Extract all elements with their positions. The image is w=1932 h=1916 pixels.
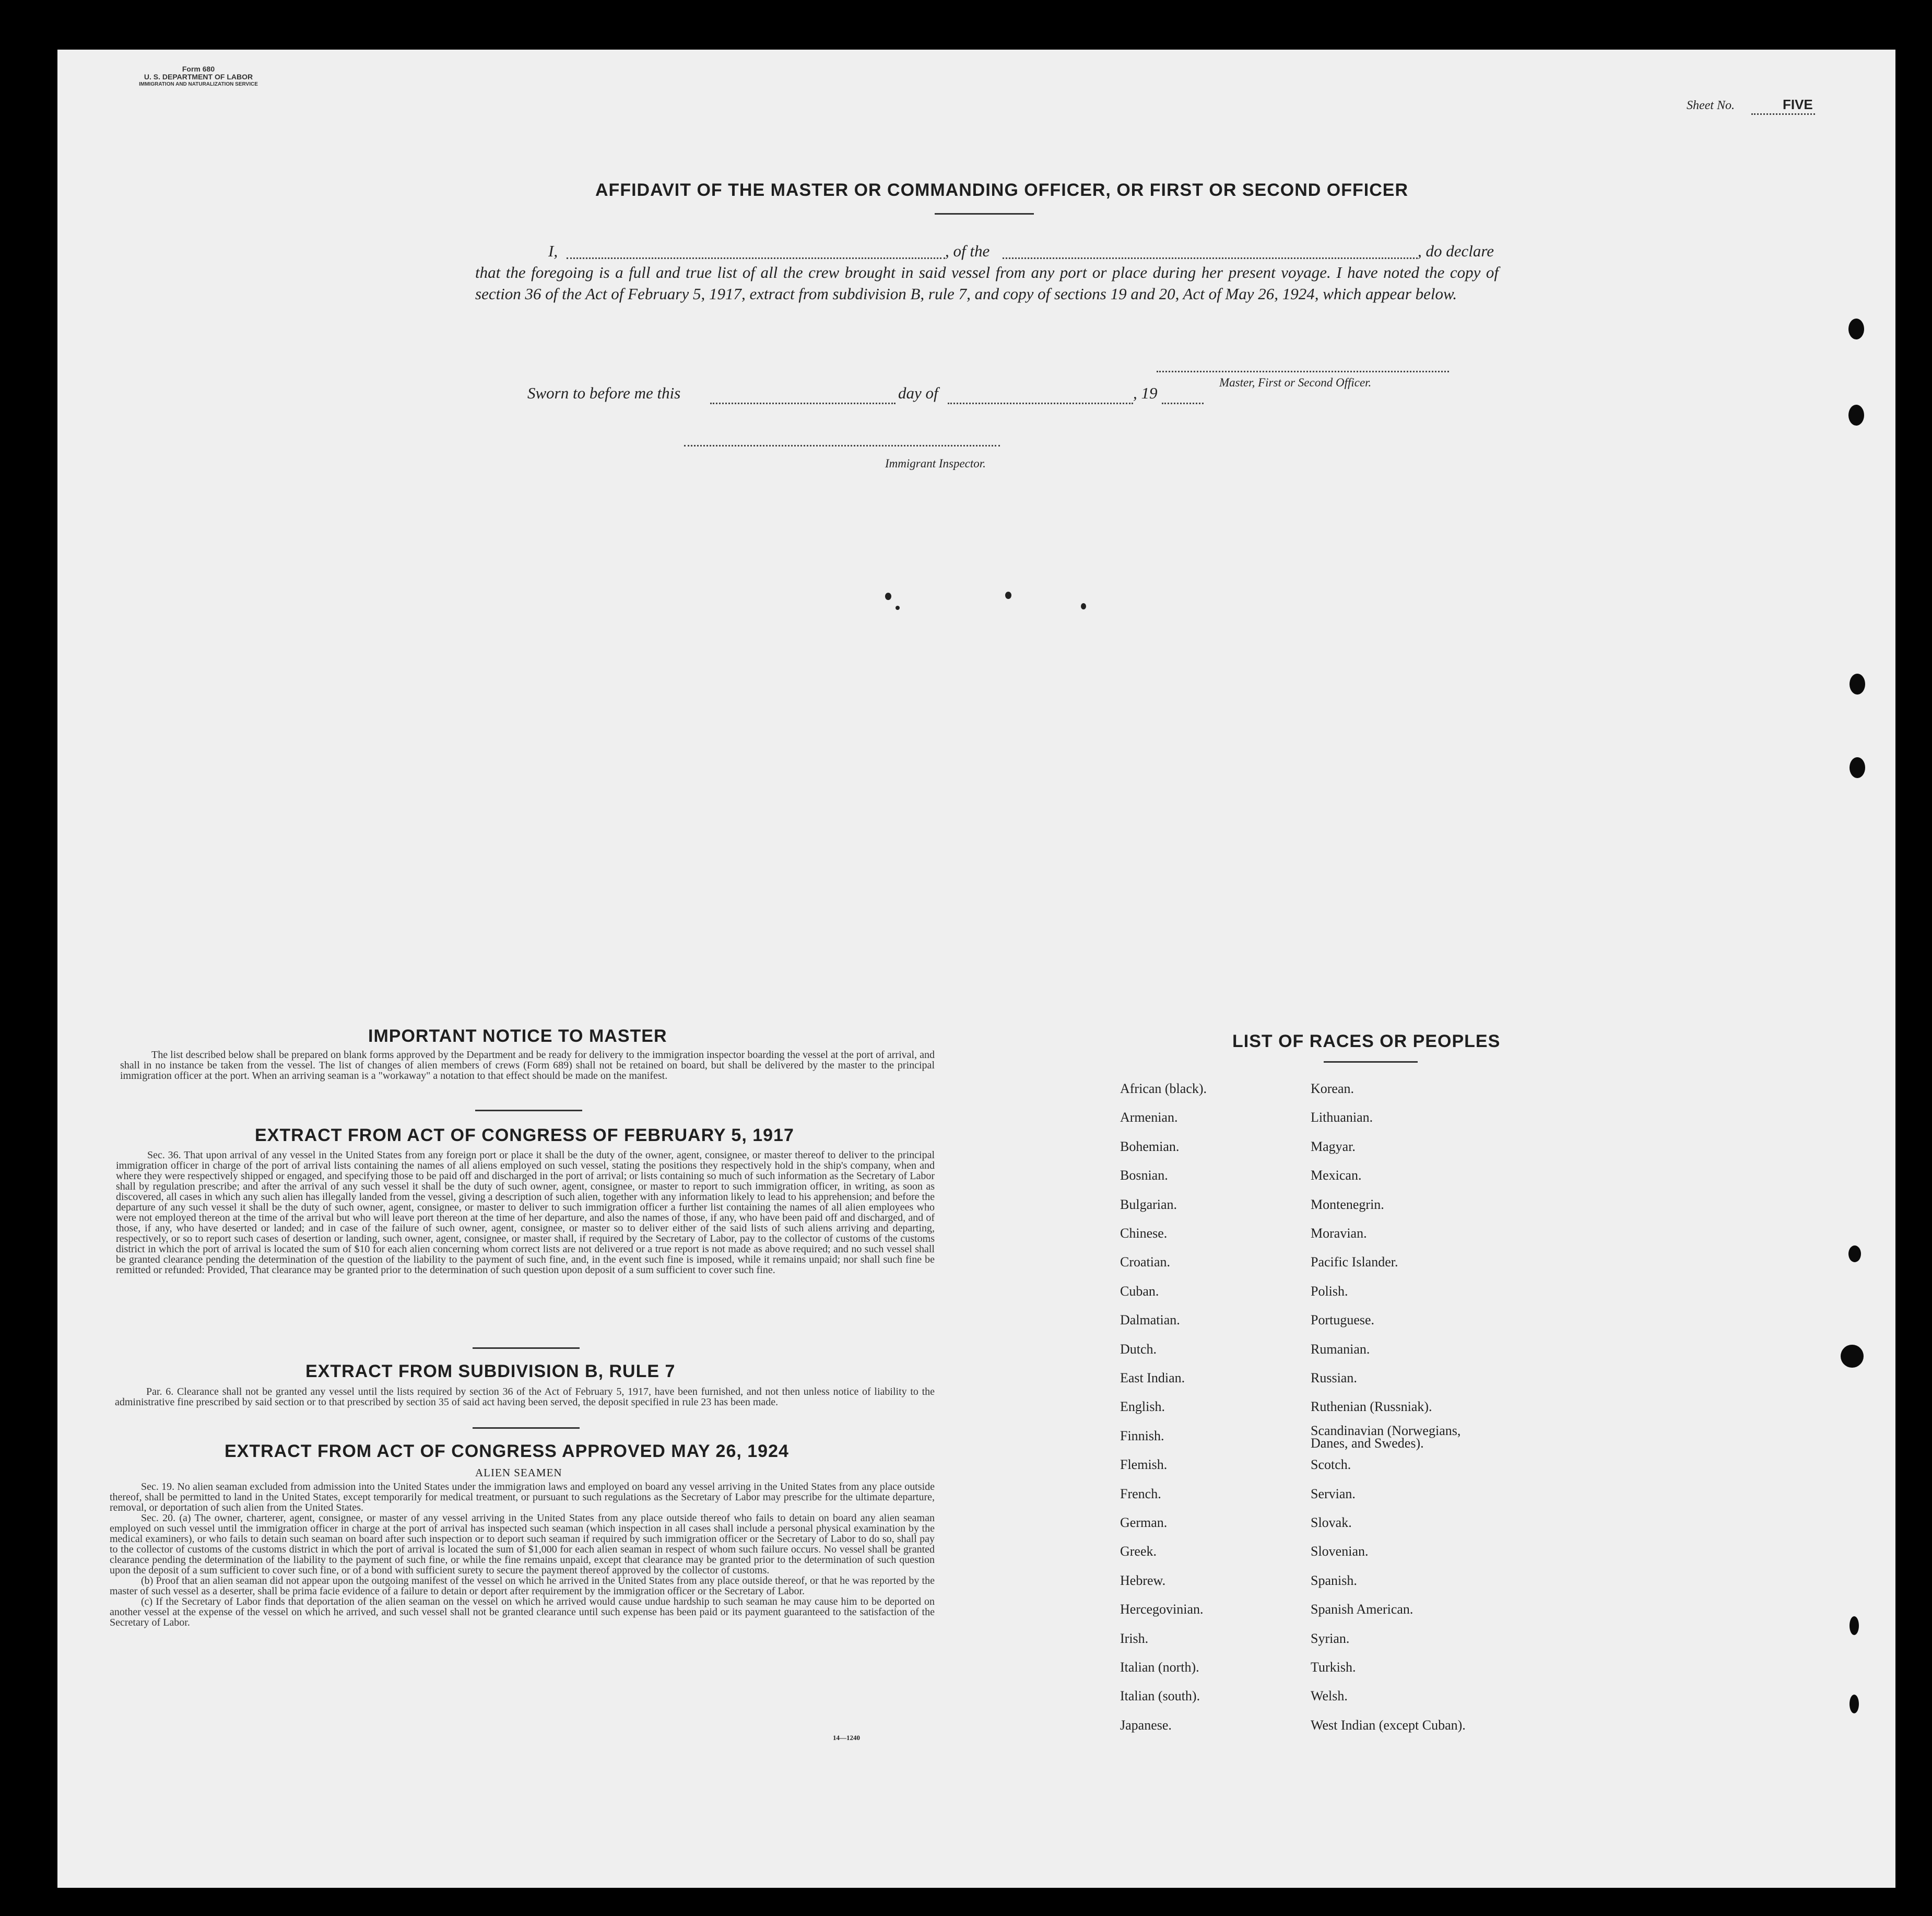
extract-1924-subtitle: ALIEN SEAMEN	[475, 1466, 562, 1479]
affidavit-i: I,	[548, 242, 558, 260]
affidavit-declaration	[475, 240, 1499, 304]
races-title: LIST OF RACES OR PEOPLES	[1232, 1031, 1501, 1051]
ink-speck	[1081, 603, 1086, 609]
race-item: Dutch.	[1120, 1341, 1157, 1357]
rule7-rule	[473, 1427, 580, 1429]
race-item: Hebrew.	[1120, 1572, 1166, 1588]
affidavit-of-the: , of the	[945, 242, 990, 260]
race-item: Italian (north).	[1120, 1660, 1199, 1675]
race-item: Pacific Islander.	[1311, 1254, 1398, 1270]
race-item: Mexican.	[1311, 1168, 1362, 1183]
race-item: Scandinavian (Norwegians, Danes, and Swedes).	[1311, 1423, 1461, 1451]
sheet-number	[1687, 97, 1815, 113]
sec20c-text: (c) If the Secretary of Labor finds that deportation of the alien seaman on the vessel on which he arrived would cause undue hardship to such seaman he may cause him to be deported on another vessel at the expense of the vessel on which he arrived, and such vessel shall not be granted clearance until such expense has been paid or its payment guaranteed to the satisfaction of the Secretary of Labor.	[110, 1596, 935, 1628]
print-code: 14—1240	[833, 1734, 860, 1742]
race-item: Flemish.	[1120, 1457, 1168, 1473]
form-header	[120, 65, 277, 87]
punch-hole	[1848, 1245, 1861, 1262]
service-name: IMMIGRATION AND NATURALIZATION SERVICE	[139, 81, 258, 87]
year-prefix: , 19	[1133, 384, 1158, 402]
rule7-title: EXTRACT FROM SUBDIVISION B, RULE 7	[305, 1361, 676, 1381]
race-item: Armenian.	[1120, 1110, 1178, 1125]
race-item: Portuguese.	[1311, 1312, 1375, 1328]
race-item: Korean.	[1311, 1081, 1354, 1096]
form-number: Form 680	[182, 65, 215, 73]
extract-1917-rule	[473, 1347, 580, 1349]
race-item: East Indian.	[1120, 1370, 1185, 1385]
race-item: Spanish.	[1311, 1572, 1357, 1588]
officer-signature-line	[1157, 371, 1449, 372]
inspector-signature-line	[684, 445, 1000, 446]
notice-rule	[475, 1110, 582, 1111]
punch-hole	[1848, 405, 1864, 426]
sheet-value: FIVE	[1751, 97, 1815, 115]
officer-label: Master, First or Second Officer.	[1219, 376, 1372, 389]
extract-1924-text	[110, 1482, 935, 1628]
punch-hole	[1848, 319, 1864, 339]
day-of-text: day of	[898, 384, 938, 402]
ink-speck	[885, 593, 891, 600]
race-item: Irish.	[1120, 1630, 1149, 1646]
races-rule	[1324, 1061, 1418, 1063]
affidavit-title-rule	[935, 213, 1034, 215]
sworn-day-blank	[710, 403, 896, 404]
affidavit-title: AFFIDAVIT OF THE MASTER OR COMMANDING OFFICER, OR FIRST OR SECOND OFFICER	[595, 180, 1408, 200]
race-item: German.	[1120, 1515, 1168, 1530]
race-item: Ruthenian (Russniak).	[1311, 1399, 1432, 1415]
race-item: English.	[1120, 1399, 1165, 1415]
race-item: Montenegrin.	[1311, 1196, 1384, 1212]
race-item: Bohemian.	[1120, 1138, 1180, 1154]
extract-1917-title: EXTRACT FROM ACT OF CONGRESS OF FEBRUARY 5, 1917	[255, 1125, 794, 1145]
race-item: Hercegovinian.	[1120, 1602, 1204, 1617]
inspector-label: Immigrant Inspector.	[885, 457, 986, 470]
race-item: Slovenian.	[1311, 1544, 1369, 1559]
department-name: U. S. DEPARTMENT OF LABOR	[144, 73, 253, 81]
race-item: Servian.	[1311, 1486, 1356, 1501]
sec20b-text: (b) Proof that an alien seaman did not appear upon the outgoing manifest of the vessel on which he arrived in the United States from any place outside thereof, or that he was reported by the master of such vessel as a deserter, shall be prima facie evidence of a failure to detain or deport after requirement by the immigration officer or the Secretary of Labor.	[110, 1575, 935, 1597]
affidavit-do-declare: , do declare	[1418, 242, 1494, 260]
race-item: Russian.	[1311, 1370, 1357, 1385]
ink-speck	[896, 606, 900, 610]
race-item: French.	[1120, 1486, 1161, 1501]
race-item: Lithuanian.	[1311, 1110, 1373, 1125]
race-item: Spanish American.	[1311, 1602, 1413, 1617]
race-item: Moravian.	[1311, 1226, 1367, 1241]
punch-hole	[1849, 1616, 1859, 1635]
race-item: Bulgarian.	[1120, 1196, 1177, 1212]
race-item: Bosnian.	[1120, 1168, 1168, 1183]
race-item: African (black).	[1120, 1081, 1207, 1096]
race-item: Cuban.	[1120, 1283, 1159, 1299]
name-blank	[567, 257, 945, 259]
punch-hole	[1849, 757, 1865, 778]
race-item: Welsh.	[1311, 1688, 1348, 1704]
notice-title: IMPORTANT NOTICE TO MASTER	[368, 1026, 667, 1046]
affidavit-body: that the foregoing is a full and true list of all the crew brought in said vessel from any port or place during her present voyage. I have noted the copy of section 36 of the Act of February 5, 1917, extract from subdivision B, rule 7, and copy of sections 19 and 20, Act of May 26, 1924, which appear below.	[475, 263, 1499, 303]
race-item: Dalmatian.	[1120, 1312, 1180, 1328]
sworn-text: Sworn to before me this	[527, 384, 681, 402]
document-page	[57, 50, 1895, 1888]
sworn-month-blank	[948, 403, 1133, 404]
race-item: Syrian.	[1311, 1630, 1350, 1646]
ink-speck	[1005, 592, 1011, 599]
race-item: Finnish.	[1120, 1428, 1164, 1443]
race-item: Polish.	[1311, 1283, 1348, 1299]
punch-hole	[1841, 1345, 1864, 1368]
race-item: Magyar.	[1311, 1138, 1356, 1154]
extract-1924-title: EXTRACT FROM ACT OF CONGRESS APPROVED MAY 26, 1924	[225, 1441, 789, 1461]
sec20a-text: Sec. 20. (a) The owner, charterer, agent, consignee, or master of any vessel arriving in the United States from any place outside thereof who fails to detain on board any alien seaman employed on such vessel until the immigration officer in charge at the port of arrival has inspected such seaman (which inspection in all cases shall include a personal physical examination by the medical examiners), or who fails to detain such seaman on board after such inspection or to deport such seaman if required by such immigration officer or the Secretary of Labor to do so, shall pay to the collector of customs of the customs district in which the port of arrival is located the sum of $1,000 for each alien seaman in respect of whom such failure occurs. No vessel shall be granted clearance pending the determination of the liability to the payment of such fine, or while the fine remains unpaid, except that clearance may be granted prior to the determination of such question upon the deposit of a sum sufficient to cover such fine, or of a bond with sufficient surety to secure the payment thereof approved by the collector of customs.	[110, 1512, 935, 1576]
race-item: Croatian.	[1120, 1254, 1171, 1270]
sworn-year-blank	[1162, 403, 1204, 404]
punch-hole	[1849, 674, 1865, 695]
race-item: Italian (south).	[1120, 1688, 1200, 1704]
race-item: Turkish.	[1311, 1660, 1356, 1675]
race-item: Chinese.	[1120, 1226, 1168, 1241]
sec19-text: Sec. 19. No alien seaman excluded from admission into the United States under the immigration laws and employed on board any vessel arriving in the United States from any place outside thereof, shall be permitted to land in the United States, except temporarily for medical treatment, or pursuant to such regulations as the Secretary of Labor may prescribe for the ultimate departure, removal, or deportation of such alien from the United States.	[110, 1481, 935, 1513]
notice-text: The list described below shall be prepared on blank forms approved by the Department and be ready for delivery to the immigration inspector boarding the vessel at the port of arrival, and shall in no instance be taken from the vessel. The list of changes of alien members of crews (Form 689) shall not be retained on board, but shall be delivered by the master to the principal immigration officer at the port. When an arriving seaman is a "workaway" a notation to that effect should be made on the manifest.	[120, 1049, 935, 1082]
rule7-text: Par. 6. Clearance shall not be granted any vessel until the lists required by section 36 of the Act of February 5, 1917, have been furnished, and not then unless notice of liability to the administrative fine prescribed by said section or to that prescribed by section 35 of said act having been served, the deposit specified in rule 23 has been made.	[115, 1386, 935, 1408]
race-item: West Indian (except Cuban).	[1311, 1717, 1466, 1733]
race-item: Scotch.	[1311, 1457, 1351, 1473]
vessel-blank	[1003, 257, 1418, 259]
race-item: Japanese.	[1120, 1717, 1172, 1733]
race-item: Greek.	[1120, 1544, 1157, 1559]
sheet-label: Sheet No.	[1687, 99, 1735, 112]
race-item: Slovak.	[1311, 1515, 1352, 1530]
punch-hole	[1849, 1695, 1859, 1713]
sworn-line	[527, 384, 1258, 407]
race-item: Rumanian.	[1311, 1341, 1370, 1357]
extract-1917-text: Sec. 36. That upon arrival of any vessel in the United States from any foreign port or place it shall be the duty of the owner, agent, consignee, or master thereof to deliver to the principal immigration officer in charge of the port of arrival lists containing the names of all aliens employed on such vessel, stating the positions they respectively hold in the ship's company, when and where they were respectively shipped or engaged, and specifying those to be paid off and discharged in the port of arrival; or lists containing so much of such information as the Secretary of Labor shall by regulation prescribe; and after the arrival of any such vessel it shall be the duty of such owner, agent, consignee, or master to report to such immigration officer, in writing, as soon as discovered, all cases in which any such alien has illegally landed from the vessel, giving a description of such alien, together with any information likely to lead to his apprehension; and before the departure of any such vessel it shall be the duty of such owner, agent, consignee, or master to deliver to such immigration officer a further list containing the names of all alien employees who were not employed thereon at the time of the arrival but who will leave port thereon at the time of her departure, and also the names of those, if any, who have been paid off and discharged, and of those, if any, who have deserted or landed; and in case of the failure of such owner, agent, consignee, or master so to deliver either of the said lists of such aliens arriving and departing, respectively, or so to report such cases of desertion or landing, such owner, agent, consignee, or master shall, if required by the Secretary of Labor, pay to the collector of customs of the customs district in which the port of arrival is located the sum of $10 for each alien concerning whom correct lists are not delivered or a true report is not made as above required; and no such vessel shall be granted clearance pending the determination of the question of the liability to the payment of such fine, and, in the event such fine is imposed, while it remains unpaid; nor shall such fine be remitted or refunded: Provided, That clearance may be granted prior to the determination of such question upon deposit of a sum sufficient to cover such fine.	[116, 1149, 935, 1276]
